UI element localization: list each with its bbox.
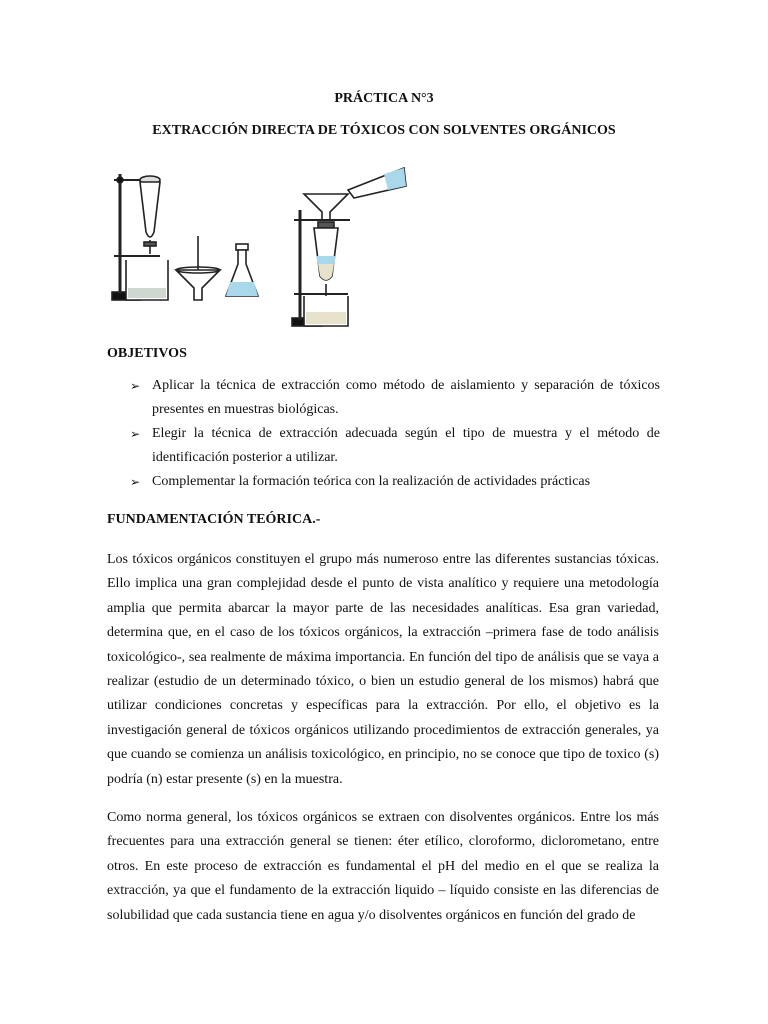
objective-text: Aplicar la técnica de extracción como método de aislamiento y separación de tóxicos presentes en muestras biológicas. [152,378,660,417]
pouring-into-separatory-funnel-icon [292,168,406,326]
objective-text: Complementar la formación teórica con la realización de actividades prácticas [152,474,591,489]
arrow-bullet-icon: ➢ [130,379,141,393]
theory-paragraph-1: Los tóxicos orgánicos constituyen el grupo más numeroso entre las diferentes sustancias tóxicas. Ello implica una gran complejidad desde el punto de vista analítico y requiere una metodología amplia que permita abarcar la mayor parte de las necesidades analíticas. Esa gran variedad, determina que, en el caso de los tóxicos orgánicos, la extracción –primera fase de todo análisis toxicológico-, sea realmente de máxima importancia. En función del tipo de análisis que se vaya a realizar (estudio de un determinado tóxico, o bien un estudio general de los mismos) habrá que utilizar condiciones concretas y específicas para la extracción. Por ello, el objetivo es la investigación general de tóxicos orgánicos utilizando procedimientos de extracción generales, ya que cuando se comienza un análisis toxicológico, en principio, no se conoce que tipo de toxico (s) podría (n) estar presente (s) en la muestra. [107,552,659,787]
theory-heading: FUNDAMENTACIÓN TEÓRICA.- [107,512,321,527]
list-item [130,374,660,422]
objectives-heading: OBJETIVOS [107,346,187,361]
funnel-icon [176,236,220,300]
theory-paragraph-2: Como norma general, los tóxicos orgánicos se extraen con disolventes orgánicos. Entre los más frecuentes para una extracción general se tienen: éter etílico, cloroformo, diclorometano, entre otros. En este proceso de extracción es fundamental el pH del medio en el que se realiza la extracción, ya que el fundamento de la extracción liquido – líquido consiste en las diferencias de solubilidad que cada sustancia tiene en agua y/o disolventes orgánicos en función del grado de [107,810,659,923]
main-title: EXTRACCIÓN DIRECTA DE TÓXICOS CON SOLVENTES ORGÁNICOS [152,123,616,138]
objectives-list [130,374,660,494]
lab-apparatus-figure [104,160,424,335]
objective-text: Elegir la técnica de extracción adecuada según el tipo de muestra y el método de identificación posterior a utilizar. [152,426,660,465]
practice-title: PRÁCTICA N°3 [334,91,434,106]
arrow-bullet-icon: ➢ [130,475,141,489]
list-item [130,422,660,470]
separatory-funnel-on-stand-icon [112,174,168,300]
arrow-bullet-icon: ➢ [130,427,141,441]
list-item [130,470,660,494]
erlenmeyer-flask-icon [226,244,258,296]
